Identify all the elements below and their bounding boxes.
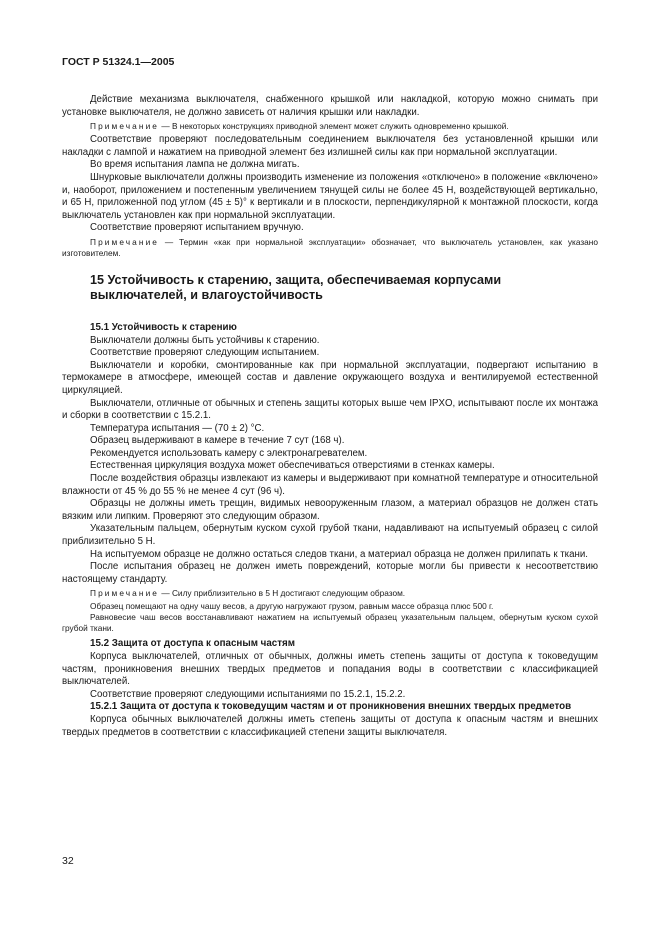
note-line: Равновесие чаш весов восстанавливают нажатием на испытуемый образец указательным пальцем, обернутым куском сухой грубой ткани. [62,612,598,634]
standard-header: ГОСТ Р 51324.1—2005 [62,56,175,68]
note-label: Примечание [90,236,160,247]
paragraph: Образец выдерживают в камере в течение 7 сут (168 ч). [90,435,345,447]
note [62,237,598,259]
note [62,588,598,599]
paragraph: После испытания образец не должен иметь повреждений, которые могли бы привести к несоответствию настоящему стандарту. [62,561,598,585]
section-heading: 15 Устойчивость к старению, защита, обеспечиваемая корпусами выключателей, и влагоустойчивость [90,272,502,303]
paragraph: Соответствие проверяют последовательным соединением выключателя без установленной крышки или накладки с лампой и нажатием на приводной элемент без излишней силы как при нормальной эксплуатации. [62,134,598,158]
paragraph: Действие механизма выключателя, снабженного крышкой или накладкой, которую можно снимать при установке выключателя, не должно зависеть от наличия крышки или накладки. [62,94,598,118]
paragraph: Температура испытания — (70 ± 2) °С. [90,422,265,434]
note-label: Примечание [90,588,160,599]
note [62,121,598,132]
paragraph: Выключатели и коробки, смонтированные как при нормальной эксплуатации, подвергают испытанию в термокамере в атмосфере, имеющей состав и давление окружающего воздуха и вентилируемой естественной циркуляцией. [62,359,598,396]
paragraph: После воздействия образцы извлекают из камеры и выдерживают при комнатной температуре и относительной влажности от 45 % до 55 % не менее 4 сут (96 ч). [62,473,598,497]
subsection-heading: 15.2 Защита от доступа к опасным частям [90,638,296,650]
page-number: 32 [62,855,74,867]
paragraph: Соответствие проверяют следующим испытанием. [90,347,320,359]
paragraph: Выключатели должны быть устойчивы к старению. [90,334,320,346]
paragraph: Шнурковые выключатели должны производить изменение из положения «отключено» в положение «включено» и, наоборот, приложением и постепенным увеличением тянущей силы не более 45 Н, воздействующей вертикально, и 65 Н, приложенной под углом (45 ± 5)° к вертикали и в плоскости, перпендикулярной к монтажной плоскости, когда выключатель установлен как при нормальной эксплуатации. [62,171,598,221]
paragraph: Соответствие проверяют испытанием вручную. [90,222,304,234]
subsubsection-heading: 15.2.1 Защита от доступа к токоведущим частям и от проникновения внешних твердых предметов [90,701,572,713]
paragraph: На испытуемом образце не должно остаться следов ткани, а материал образца не должен прилипать к ткани. [90,548,588,560]
paragraph: Естественная циркуляция воздуха может обеспечиваться отверстиями в стенках камеры. [90,460,495,472]
paragraph: Корпуса обычных выключателей должны иметь степень защиты от доступа к опасным частям и внешних твердых предметов в соответствии с классификацией степени защиты выключателя. [62,713,598,738]
note-label: Примечание [90,121,160,132]
paragraph: Образцы не должны иметь трещин, видимых невооруженным глазом, а материал образцов не должен стать вязким или липким. Проверяют это следующим образом. [62,498,598,522]
note-text: — Силу приблизительно в 5 Н достигают следующим образом. [159,588,406,599]
paragraph: Рекомендуется использовать камеру с электронагревателем. [90,447,368,459]
paragraph: Соответствие проверяют следующими испытаниями по 15.2.1, 15.2.2. [90,688,406,700]
note-line: Образец помещают на одну чашу весов, а другую нагружают грузом, равным массе образца плюс 500 г. [90,601,494,612]
document-page [62,56,598,739]
note-text: — Термин «как при нормальной эксплуатации» обозначает, что выключатель установлен, как указано изготовителем. [62,236,598,258]
paragraph: Выключатели, отличные от обычных и степень защиты которых выше чем IPXO, испытывают после их монтажа и сборки в соответствии с 15.2.1. [62,397,598,422]
paragraph: Во время испытания лампа не должна мигать. [90,159,300,171]
note-text: — В некоторых конструкциях приводной элемент может служить одновременно крышкой. [159,121,509,132]
subsection-heading: 15.1 Устойчивость к старению [90,321,237,333]
paragraph: Корпуса выключателей, отличных от обычных, должны иметь степень защиты от доступа к токоведущим частям, проникновения внешних твердых предметов и попадания воды в соответствии с классификацией выключателей. [62,651,598,688]
paragraph: Указательным пальцем, обернутым куском сухой грубой ткани, надавливают на испытуемый образец с силой приблизительно 5 Н. [62,523,598,548]
